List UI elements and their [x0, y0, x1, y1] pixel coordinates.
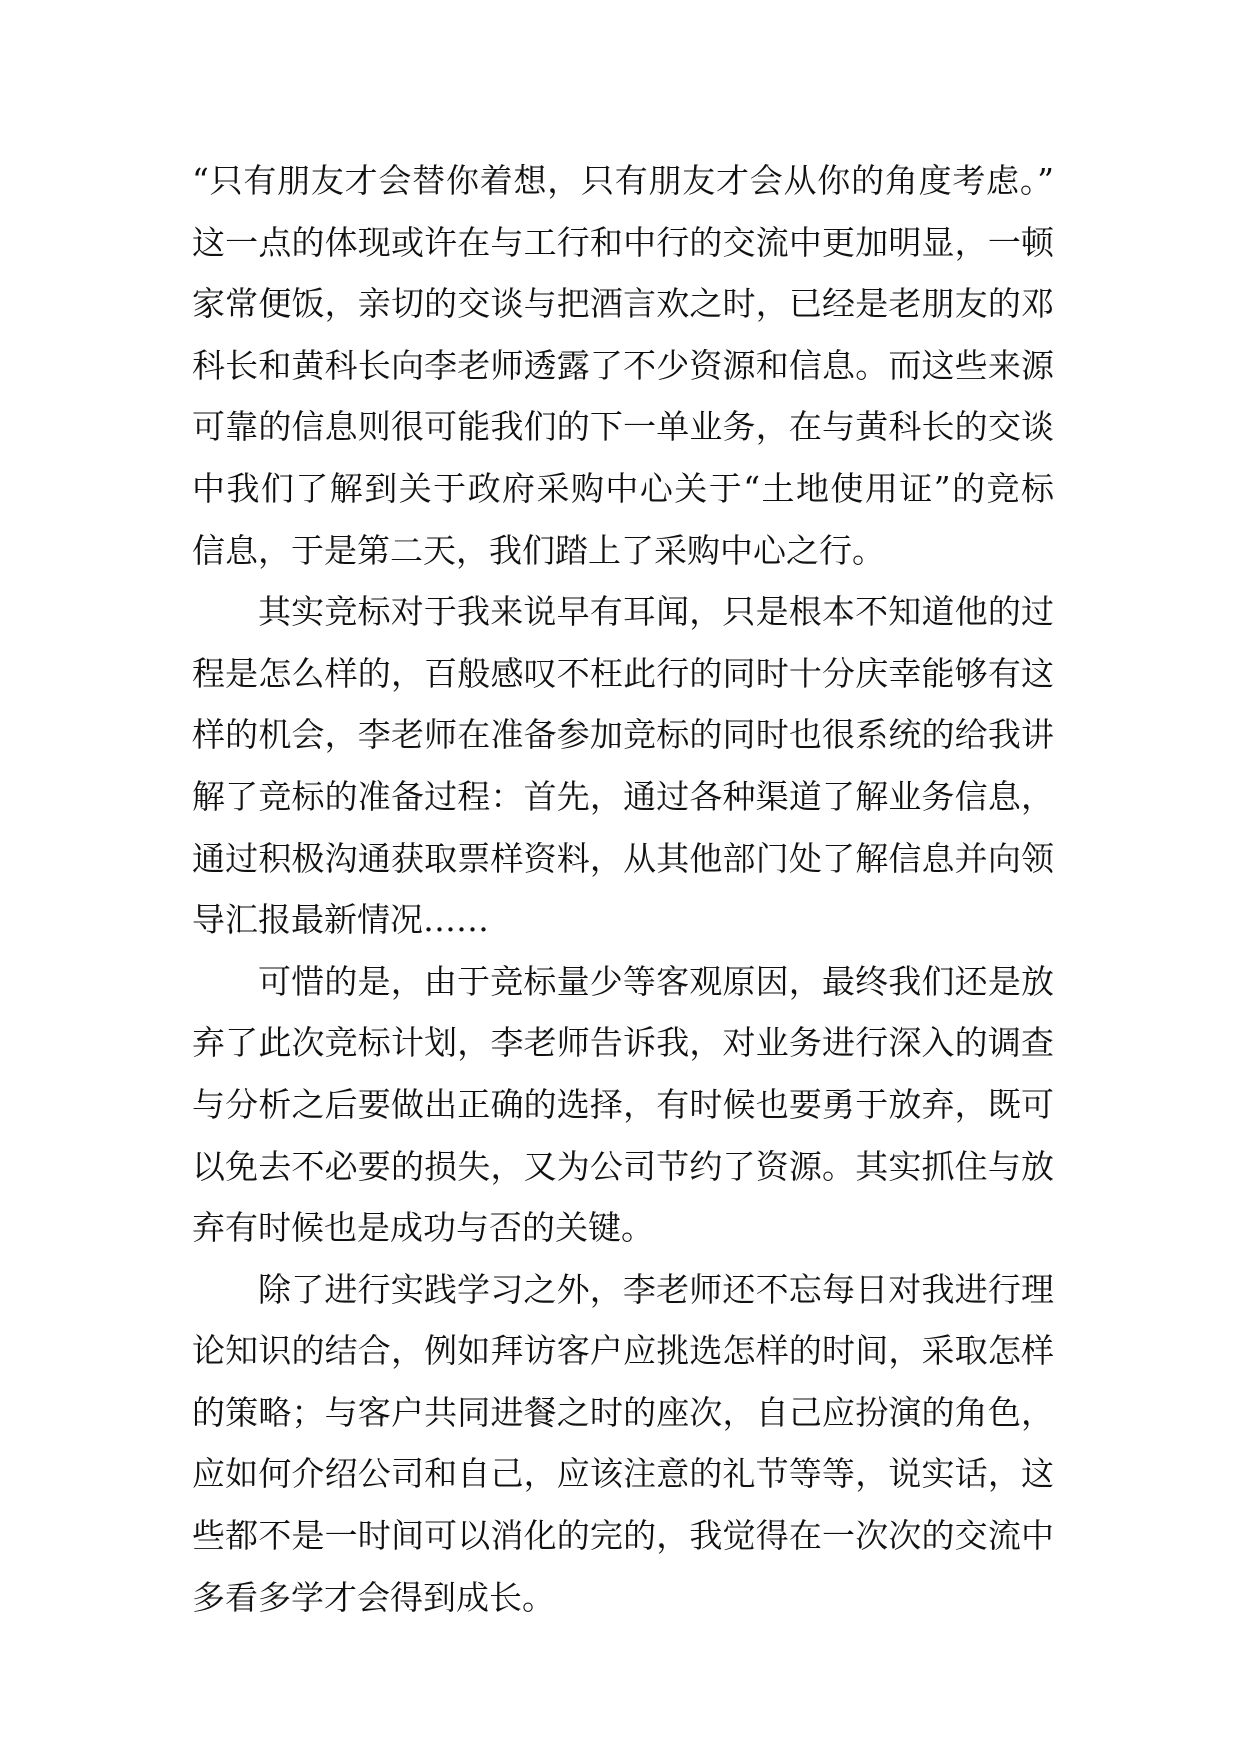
- text-line: 解了竞标的准备过程：首先，通过各种渠道了解业务信息，: [192, 776, 1054, 816]
- text-line: 应如何介绍公司和自己，应该注意的礼节等等，说实话，这: [192, 1454, 1054, 1494]
- text-line: 科长和黄科长向李老师透露了不少资源和信息。而这些来源: [192, 345, 1054, 385]
- text-line: 些都不是一时间可以消化的完的，我觉得在一次次的交流中: [192, 1516, 1054, 1556]
- text-line: 论知识的结合，例如拜访客户应挑选怎样的时间，采取怎样: [192, 1331, 1054, 1371]
- text-line: 可靠的信息则很可能我们的下一单业务，在与黄科长的交谈: [192, 407, 1054, 447]
- text-line: 信息，于是第二天，我们踏上了采购中心之行。: [192, 530, 885, 570]
- text-line: 中我们了解到关于政府采购中心关于“土地使用证”的竞标: [192, 468, 1054, 508]
- text-line: 与分析之后要做出正确的选择，有时候也要勇于放弃，既可: [192, 1084, 1054, 1124]
- paragraph-first-line: 可惜的是，由于竞标量少等客观原因，最终我们还是放: [258, 961, 1054, 1001]
- text-line: 通过积极沟通获取票样资料，从其他部门处了解信息并向领: [192, 838, 1054, 878]
- text-line: 以免去不必要的损失，又为公司节约了资源。其实抓住与放: [192, 1146, 1054, 1186]
- text-line: 的策略；与客户共同进餐之时的座次，自己应扮演的角色，: [192, 1392, 1054, 1432]
- text-line: 弃了此次竞标计划，李老师告诉我，对业务进行深入的调查: [192, 1023, 1054, 1063]
- text-line: “只有朋友才会替你着想，只有朋友才会从你的角度考虑。”: [192, 161, 1054, 200]
- text-line: 这一点的体现或许在与工行和中行的交流中更加明显，一顿: [192, 222, 1054, 262]
- document-body: [192, 150, 1054, 1628]
- text-line: 导汇报最新情况……: [192, 900, 489, 940]
- paragraph-first-line: 除了进行实践学习之外，李老师还不忘每日对我进行理: [258, 1269, 1054, 1309]
- text-line: 样的机会，李老师在准备参加竞标的同时也很系统的给我讲: [192, 715, 1054, 755]
- text-line: 程是怎么样的，百般感叹不枉此行的同时十分庆幸能够有这: [192, 653, 1054, 693]
- text-line: 家常便饭，亲切的交谈与把酒言欢之时，已经是老朋友的邓: [192, 284, 1054, 324]
- paragraph-first-line: 其实竞标对于我来说早有耳闻，只是根本不知道他的过: [258, 592, 1054, 632]
- text-line: 多看多学才会得到成长。: [192, 1577, 555, 1617]
- text-line: 弃有时候也是成功与否的关键。: [192, 1208, 654, 1248]
